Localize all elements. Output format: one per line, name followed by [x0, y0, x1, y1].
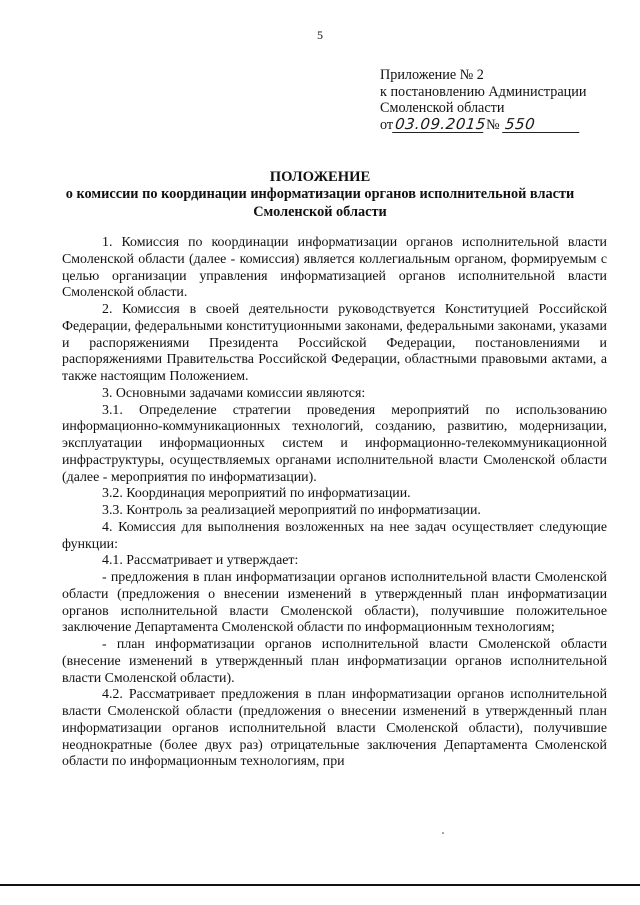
paragraph-4-2: 4.2. Рассматривает предложения в план информатизации органов исполнительной власти Смоленской области (предложения о внесении изменений в утвержденный план информатизации органов исполнительной власти Смоленской области), получившие неоднократные (более двух раз) отрицательные заключения Департамента Смоленской области по информационным технологиям, при [62, 687, 607, 770]
document-body [62, 235, 607, 771]
title-heading: ПОЛОЖЕНИЕ [269, 169, 371, 185]
number-sign: № [486, 116, 500, 133]
scan-speck [442, 832, 444, 834]
paragraph-3: 3. Основными задачами комиссии являются: [102, 385, 366, 401]
appendix-region: Смоленской области [380, 100, 505, 117]
paragraph-4: 4. Комиссия для выполнения возложенных на нее задач осуществляет следующие функции: [62, 519, 607, 552]
appendix-reference: к постановлению Администрации [380, 83, 587, 100]
paragraph-4-1-item-1: - предложения в план информатизации органов исполнительной власти Смоленской области (предложения о внесении изменений в утвержденный план информатизации органов исполнительной власти Смоленской области), получившие положительное заключение Департамента Смоленской области по информационным технологиям; [62, 570, 607, 636]
paragraph-3-1: 3.1. Определение стратегии проведения мероприятий по использованию информационно-коммуникационных технологий, созданию, развитию, модернизации, эксплуатации информационных систем и информационно-телекоммуникационной инфраструктуры, осуществляемых органами исполнительной власти Смоленской области (далее - мероприятия по информатизации). [62, 402, 607, 485]
appendix-date-number [380, 117, 620, 134]
handwritten-number: 550 [502, 117, 581, 133]
title-subtitle-line2: Смоленской области [253, 203, 387, 220]
page-number: 5 [317, 28, 323, 42]
page-bottom-rule [0, 884, 640, 886]
paragraph-1: 1. Комиссия по координации информатизации органов исполнительной власти Смоленской области (далее - комиссия) является коллегиальным органом, формируемым с целью организации управления информатизацией органов исполнительной власти Смоленской области. [62, 235, 607, 301]
appendix-block [380, 67, 620, 133]
paragraph-4-1: 4.1. Рассматривает и утверждает: [102, 553, 299, 569]
document-title [0, 168, 640, 221]
title-subtitle-line1: о комиссии по координации информатизации органов исполнительной власти [65, 186, 575, 202]
paragraph-3-2: 3.2. Координация мероприятий по информатизации. [102, 486, 411, 502]
handwritten-date: 03.09.2015 [394, 115, 488, 134]
date-prefix: от [380, 116, 394, 133]
paragraph-2: 2. Комиссия в своей деятельности руководствуется Конституцией Российской Федерации, федеральными конституционными законами, федеральными законами, указами и распоряжениями Президента Российской Федерации, постановлениями и распоряжениями Правительства Российской Федерации, областными правовыми актами, а также настоящим Положением. [62, 302, 607, 384]
paragraph-4-1-item-2: - план информатизации органов исполнительной власти Смоленской области (внесение изменений в утвержденный план информатизации органов исполнительной власти Смоленской области). [62, 637, 607, 686]
appendix-title: Приложение № 2 [380, 67, 484, 83]
paragraph-3-3: 3.3. Контроль за реализацией мероприятий по информатизации. [102, 503, 481, 518]
